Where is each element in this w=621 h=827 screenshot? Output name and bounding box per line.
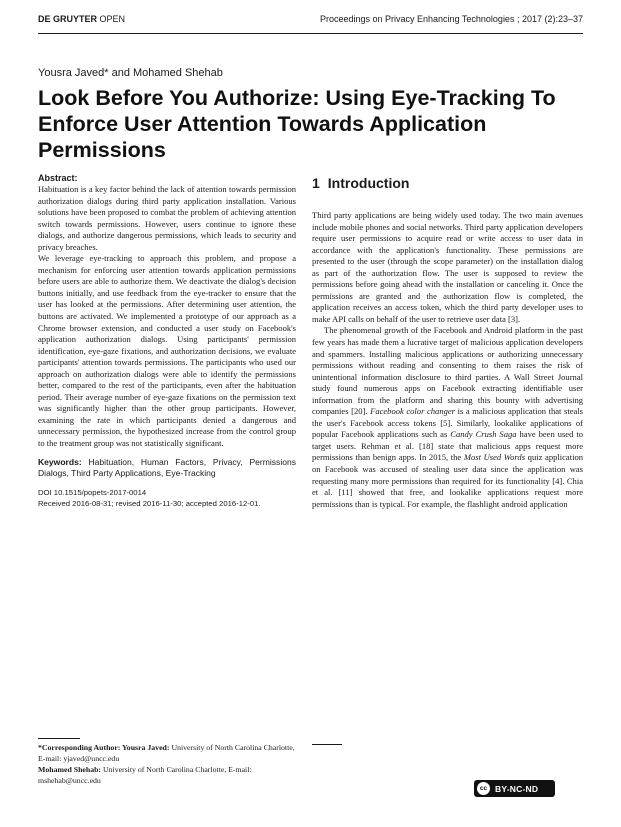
section-title: Introduction xyxy=(327,175,410,191)
paper-title: Look Before You Authorize: Using Eye-Tracking To Enforce User Attention Towards Application Permissions xyxy=(38,86,556,162)
intro-paragraph-2: The phenomenal growth of the Facebook and Android platform in the past few years has made them a lucrative target of malicious application developers and spammers. Installing malicious applications or authorizing unnecessary permissions without reading and consenting to them raises the risk of unintentional information disclosure to third parties. A Wall Street Journal study found numerous apps on Facebook extracting identifiable user information from the platform and sharing this bounty with advertising companies [20]. Facebook color changer is a malicious application that steals the user's Facebook access tokens [5]. Similarly, lookalike applications of popular Facebook applications such as Candy Crush Saga have been used to target users. Rehman et al. [18] state that malicious apps request more permissions than benign apps. In 2015, the Most Used Words quiz application on Facebook was accused of stealing user data since the application was requesting many more permissions than required for its functionality [4]. Chia et al. [11] showed that free, and lookalike applications request more permissions than is typical. For example, the flashlight android application xyxy=(312,325,583,509)
cc-license-badge[interactable] xyxy=(474,780,555,797)
left-column xyxy=(38,173,296,510)
app-name-color-changer: Facebook color changer xyxy=(370,406,455,417)
footnote-author-1-label: *Corresponding Author: Yousra Javed: xyxy=(38,743,170,752)
footnote xyxy=(38,742,296,786)
footnote-rule xyxy=(38,738,80,739)
abstract-paragraph-1: Habituation is a key factor behind the lack of attention towards permission authorization dialogs during third party application installation. Various solutions have been proposed to combat the problem of achieving attention switch towards permissions. However, users continue to ignore these dialogs, and authorize dangerous permissions, which leads to security and privacy breaches. xyxy=(38,184,296,252)
doi: DOI 10.1515/popets-2017-0014 xyxy=(38,487,147,497)
abstract-heading: Abstract: xyxy=(38,173,78,183)
right-column-end-rule xyxy=(312,744,342,745)
author-line: Yousra Javed* and Mohamed Shehab xyxy=(38,67,223,79)
keywords-label: Keywords: xyxy=(38,456,82,467)
received-dates: Received 2016-08-31; revised 2016-11-30; accepted 2016-12-01. xyxy=(38,499,261,509)
footnote-author-2-text: University of North Carolina Charlotte, E-mail: mshehab@uncc.edu xyxy=(38,765,252,785)
license-text: BY-NC-ND xyxy=(495,783,539,794)
keywords xyxy=(38,457,296,480)
abstract-paragraph-2: We leverage eye-tracking to approach this problem, and propose a mechanism for enforcing user attention towards application permissions before users are able to authorize them. We deactivate the dialog's decision buttons initially, and use feedback from the eye-tracker to ensure that the user has looked at the permissions. After determining user attention, the buttons are activated. We implemented a prototype of our approach as a Chrome browser extension, and conducted a user study on Facebook's application authorization dialogs. Using participants' permission identification, eye-gaze fixations, and authorization decisions, we evaluate participants' attention towards permissions. The participants who used our approach on authorization dialogs were able to identify the permissions better, compared to the rest of the participants, even after the habituation period. Their average number of eye-gaze fixations on the permission text was significantly higher than the other group participants. However, examining the rate in which participants denied a dangerous and unnecessary permission, the hypothesized increase from the control group to the treatment group was not statistically significant. xyxy=(38,253,296,449)
keywords-text: Habituation, Human Factors, Privacy, Permissions Dialogs, Third Party Applications, Eye-Tracking xyxy=(38,456,297,479)
app-name-most-used-words: Most Used Words xyxy=(463,452,526,463)
app-name-candy-crush: Candy Crush Saga xyxy=(450,429,517,440)
publisher-name: DE GRUYTER OPEN xyxy=(38,14,126,24)
journal-info: Proceedings on Privacy Enhancing Technologies ; 2017 (2):23–37 xyxy=(319,14,583,24)
section-number: 1 xyxy=(312,175,320,191)
section-heading xyxy=(312,175,583,191)
header-rule xyxy=(38,33,583,34)
intro-paragraph-1: Third party applications are being widely used today. The two main avenues include mobile phones and social networks. Third party application developers require user permissions to acquire read or write access to user data in accordance with the application's functionality. These permissions are presented to the user (through the scope parameter) on the installation dialog as part of the authorization flow. The user is supposed to review the permissions before going ahead with the installation or canceling it. Once the permissions are granted and the authorization flow is completed, the application receives an access token, which the third party developer uses to make API calls on behalf of the user to retrieve user data [3]. xyxy=(312,210,583,324)
footnote-author-1-text: University of North Carolina Charlotte, E-mail: yjaved@uncc.edu xyxy=(38,743,295,763)
footnote-author-2-label: Mohamed Shehab: xyxy=(38,765,102,774)
running-header xyxy=(38,14,583,34)
creative-commons-icon: cc xyxy=(477,782,490,795)
right-column xyxy=(312,173,583,510)
